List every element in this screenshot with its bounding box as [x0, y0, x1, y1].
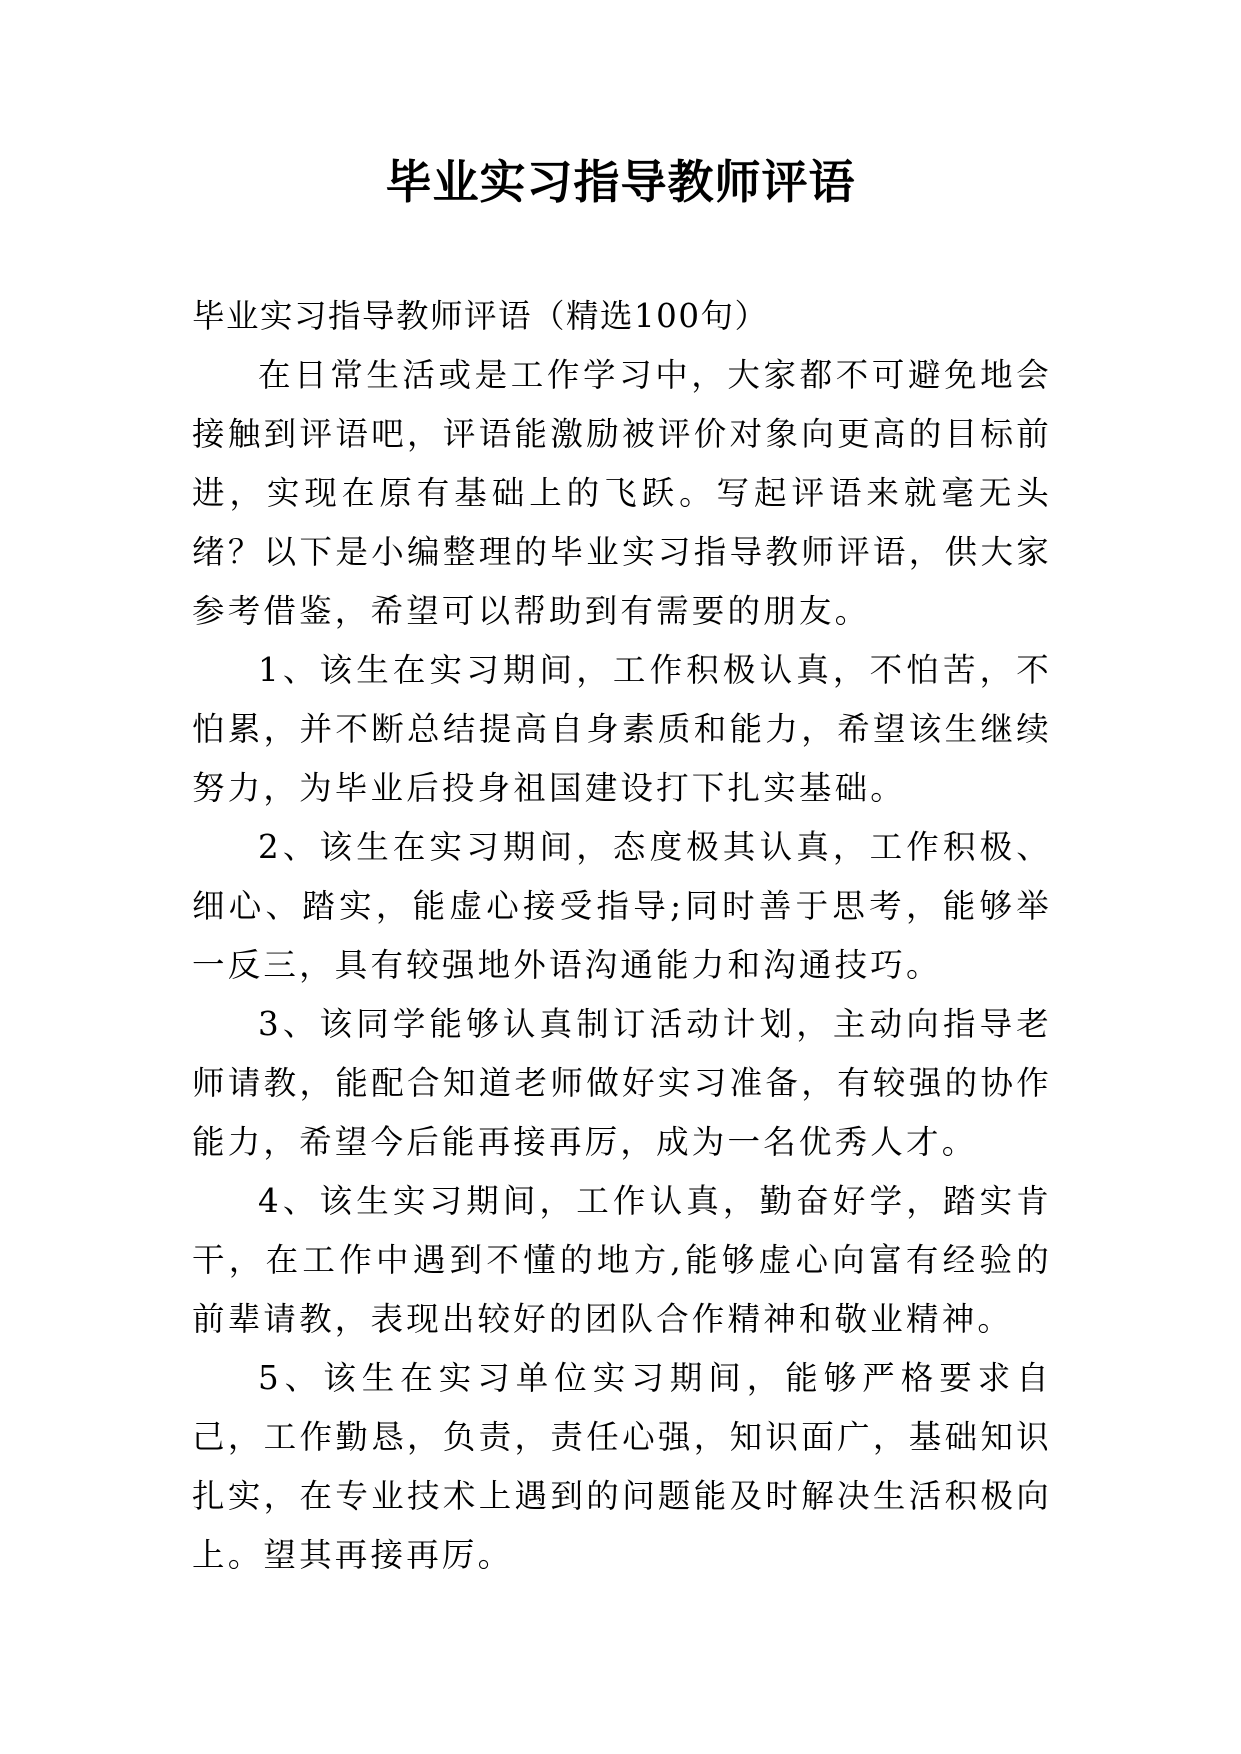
comment-item-5: 5、该生在实习单位实习期间，能够严格要求自己，工作勤恳，负责，责任心强，知识面广，基础知识扎实，在专业技术上遇到的问题能及时解决生活积极向上。望其再接再厉。 [192, 1359, 1052, 1574]
comment-item-1: 1、该生在实习期间，工作积极认真，不怕苦，不怕累，并不断总结提高自身素质和能力，希望该生继续努力，为毕业后投身祖国建设打下扎实基础。 [192, 651, 1052, 807]
comment-item-2: 2、该生在实习期间，态度极其认真，工作积极、细心、踏实，能虚心接受指导;同时善于思考，能够举一反三，具有较强地外语沟通能力和沟通技巧。 [192, 828, 1052, 984]
comment-item-3: 3、该同学能够认真制订活动计划，主动向指导老师请教，能配合知道老师做好实习准备，有较强的协作能力，希望今后能再接再厉，成为一名优秀人才。 [192, 1005, 1052, 1161]
document-title: 毕业实习指导教师评语 [385, 155, 856, 209]
comment-item-4: 4、该生实习期间，工作认真，勤奋好学，踏实肯干，在工作中遇到不懂的地方,能够虚心向富有经验的前辈请教，表现出较好的团队合作精神和敬业精神。 [192, 1182, 1052, 1338]
document-body [192, 287, 1052, 1585]
document-subtitle: 毕业实习指导教师评语（精选100句） [192, 297, 769, 335]
intro-paragraph: 在日常生活或是工作学习中，大家都不可避免地会接触到评语吧，评语能激励被评价对象向更高的目标前进，实现在原有基础上的飞跃。写起评语来就毫无头绪？以下是小编整理的毕业实习指导教师评语，供大家参考借鉴，希望可以帮助到有需要的朋友。 [192, 356, 1052, 630]
